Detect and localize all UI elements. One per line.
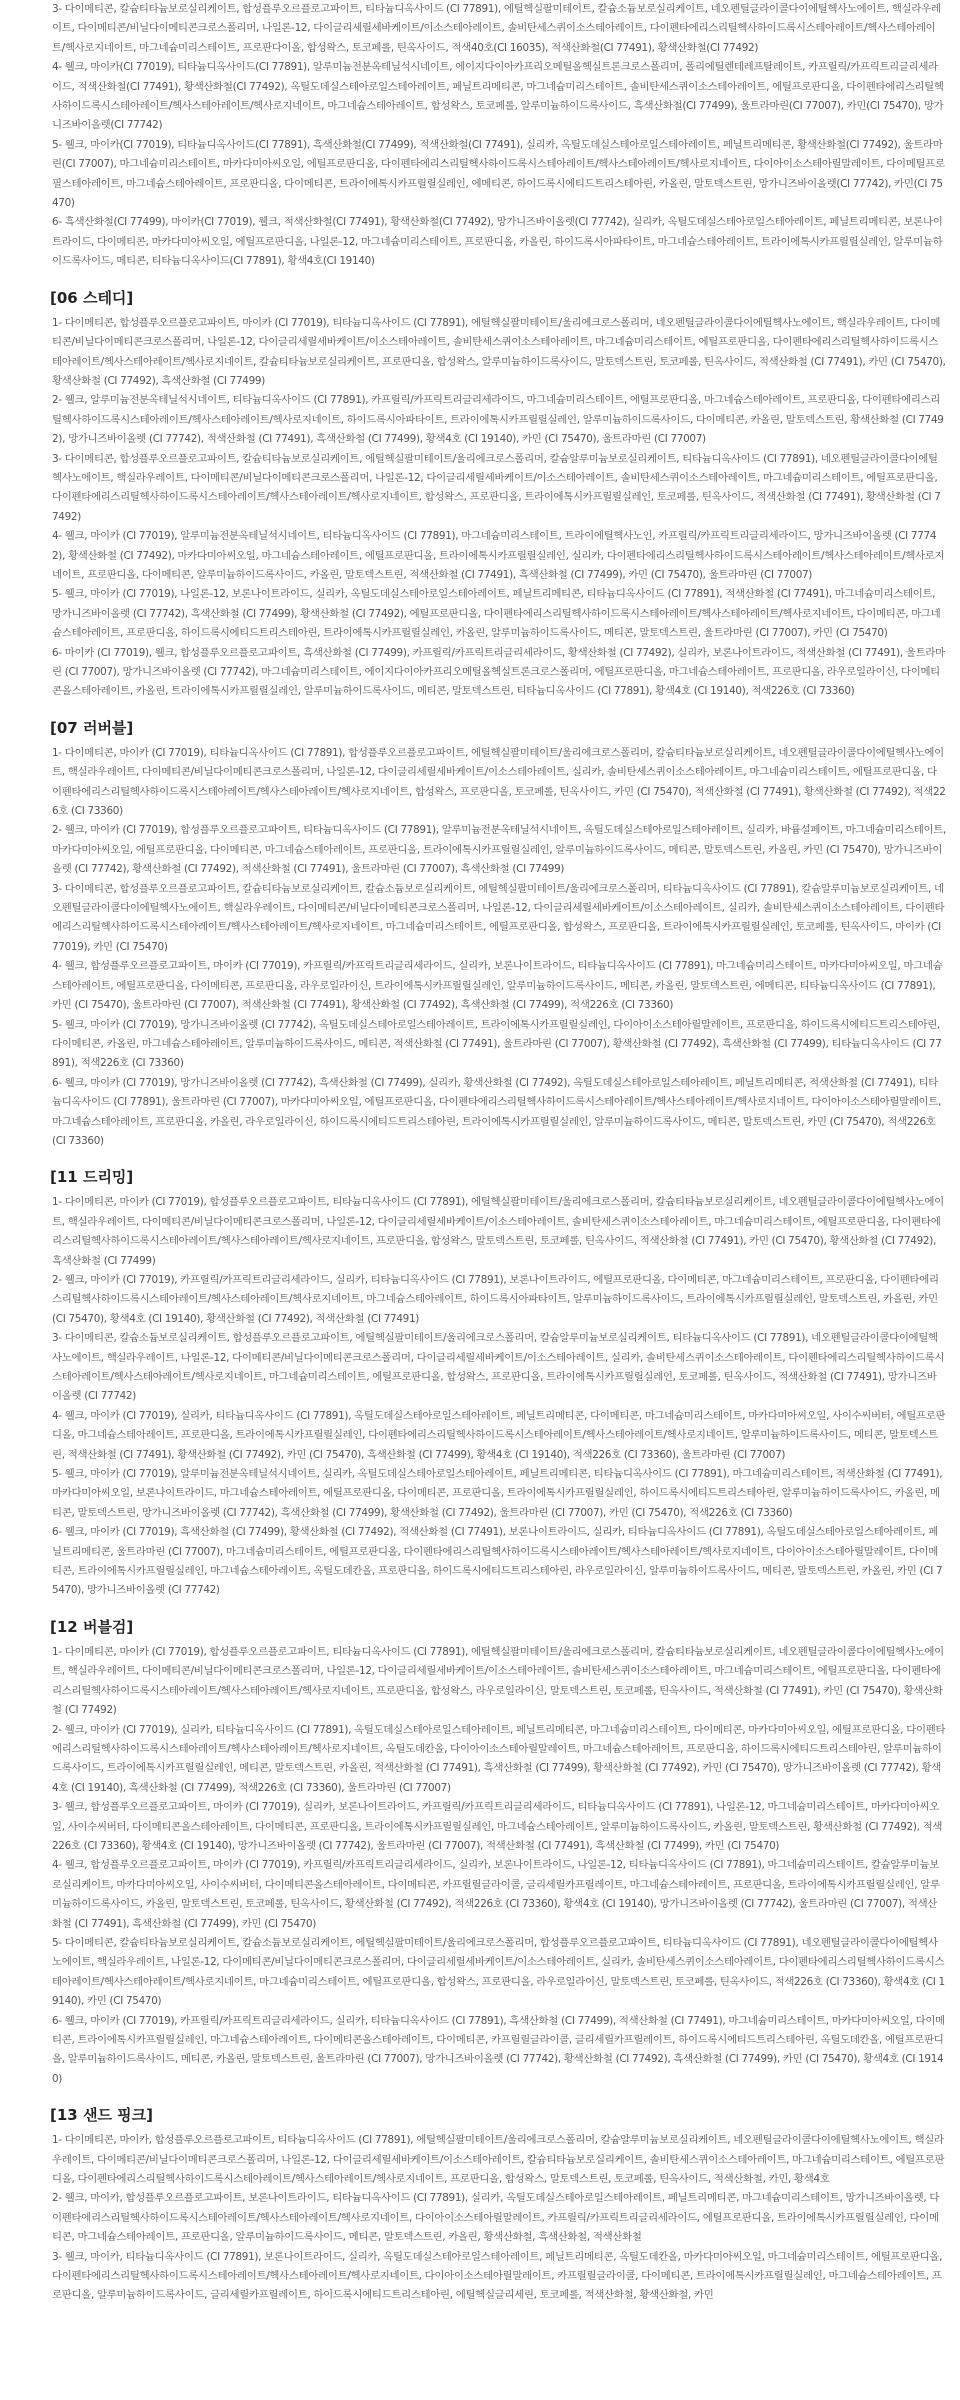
ingredient-list-item: 5- 다이메티콘, 칼슘티타늄보로실리케이트, 칼슘소듐보로실리케이트, 에틸헥실팔미테이트/울리에크로스폴리머, 합성플루오르플로고파이트, 티타늄디옥사이드 (CI 77891), 네오펜틸글라이콜다이에틸헥사노에이트, 핵실라우레이트, 나일론-12, 다이메티콘/비닐다이메티콘크로스폴리머, 다이글리세릴세바케이트/이소스테아레이트, 실리카, 솔비탄세스퀴이소스테아레이트, 다이펜타에리스리틸헥사하이드록시스테아레이트/헥사스테아레이트/헥사로지네이트, 마그네슘미리스테이트, 에틸프로판디올, 합성왁스, 프로판디올, 라우로일라이신, 말토덱스트린, 토코페롤, 틴옥사이드, 적색226호 (CI 73360), 황색4호 (CI 19140), 카민 (CI 75470) xyxy=(52,1936,945,2008)
ingredient-list-item: 3- 다이메티콘, 칼슘티타늄보로실리케이트, 합성플루오르플로고파이트, 티타늄디옥사이드 (CI 77891), 에틸헥실팔미테이트, 칼슘소듐보로실리케이트, 네오펜틸글라이콜다이에틸헥사노에이트, 핵실라우레이트, 다이메티콘/비닐다이메티콘크로스폴리머, 나일론-12, 다이글리세릴세바케이트/이소스테아레이트, 솔비탄세스퀴이소스테아레이트, 다이펜타에리스리틸헥사하이드록시스테아레이트/헥사스테아레이트/헥사로지네이트, 마그네슘미리스테이트, 프로판다이올, 합성왁스, 토코페롤, 틴옥사이드, 적색40호(CI 16035), 적색산화철(CI 77491), 황색산화철(CI 77492) xyxy=(52,3,941,54)
ingredient-section xyxy=(52,0,946,272)
section-title: [12 버블검] xyxy=(50,1617,134,1636)
ingredient-list-item: 5- 웰크, 마이카 (CI 77019), 망가니즈바이올렛 (CI 77742), 옥틸도데실스테아로일스테아레이트, 트라이에톡시카프릴릴실레인, 다이아이소스테아릴말레이트, 프로판디올, 하이드록시에티드트리스테아린, 다이메티콘, 카올린, 마그네슘스테아레이트, 알루미늄하이드록사이드, 메티콘, 적색산화철 (CI 77491), 울트라마린 (CI 77007), 황색산화철 (CI 77492), 흑색산화철 (CI 77499), 티타늄디옥사이드 (CI 77891), 적색226호 (CI 73360) xyxy=(52,1018,942,1070)
ingredient-list-item: 1- 다이메티콘, 마이카 (CI 77019), 티타늄디옥사이드 (CI 77891), 합성플루오르플로고파이트, 에틸헥실팔미테이트/울리에크로스폴리머, 칼슘티타늄보로실리케이트, 네오펜틸글라이콜다이에틸헥사노에이트, 핵실라우레이트, 다이메티콘/비닐다이메티콘크로스폴리머, 나일론-12, 다이글리세릴세바케이트/이소스테아레이트, 실리카, 솔비탄세스퀴이소스테아레이트, 마그네슘미리스테이트, 에틸프로판디올, 다이펜타에리스리틸헥사하이드록시스테아레이트/헥사스테아레이트/헥사로지네이트, 합성왁스, 프로판디올, 토코페롤, 틴옥사이드, 카민 (CI 75470), 적색산화철 (CI 77491), 황색산화철 (CI 77492), 적색226호 (CI 73360) xyxy=(52,746,946,818)
ingredient-list-item: 4- 웰크, 합성플루오르플로고파이트, 마이카 (CI 77019), 카프릴릭/카프릭트리글리세라이드, 실리카, 보론나이트라이드, 나일론-12, 티타늄디옥사이드 (CI 77891), 마그네슘미리스테이트, 칼슘알루미늄보로실리케이트, 마카다미아씨오일, 사이수씨버터, 다이메티콘올스테아레이트, 다이메티콘, 카프릴릴글라이콜, 글리세릴카프릴레이트, 마그네슘스테아레이트, 프로판디올, 트라이에톡시카프릴릴실레인, 알루미늄하이드록사이드, 카올린, 말토덱스트린, 토코페롤, 틴옥사이드, 황색산화철 (CI 77492), 적색226호 (CI 73360), 황색4호 (CI 19140), 망가니즈바이올렛 (CI 77742), 울트라마린 (CI 77007), 적색산화철 (CI 77491), 흑색산화철 (CI 77499), 카민 (CI 75470) xyxy=(52,1859,940,1930)
ingredient-list-item: 2- 웰크, 마이카 (CI 77019), 카프릴릭/카프릭트리글리세라이드, 실리카, 티타늄디옥사이드 (CI 77891), 보론나이트라이드, 에틸프로판디올, 다이메티콘, 마그네슘미리스테이트, 프로판디올, 다이펜타에리스리틸헥사하이드록시스테아레이트/헥사스테아레이트/헥사로지네이트, 마그네슘스테아레이트, 하이드록시아파타이트, 알루미늄하이드록사이드, 트라이에톡시카프릴릴실레인, 말토덱스트린, 카올린, 카민 (CI 75470), 황색4호 (CI 19140), 황색산화철 (CI 77492), 적색산화철 (CI 77491) xyxy=(52,1273,939,1325)
ingredient-list-item: 3- 다이메티콘, 합성플루오르플로고파이트, 칼슘티타늄보로실리케이트, 칼슘소듐보로실리케이트, 에틸헥실팔미테이트/울리에크로스폴리머, 티타늄디옥사이드 (CI 77891), 칼슘알루미늄보로실리케이트, 네오펜틸글라이콜다이에틸헥사노에이트, 핵실라우레이트, 다이메티콘/비닐다이메티콘크로스폴리머, 나일론-12, 다이글리세릴세바케이트/이소스테아레이트, 실리카, 솔비탄세스퀴이소스테아레이트, 다이펜타에리스리틸헥사하이드록시스테아레이트/헥사스테아레이트/헥사로지네이트, 마그네슘미리스테이트, 에틸프로판디올, 합성왁스, 프로판디올, 트라이에톡시카프릴릴실레인, 토코페롤, 틴옥사이드, 마이카 (CI 77019), 카민 (CI 75470) xyxy=(52,882,945,953)
ingredient-list-item: 1- 다이메티콘, 마이카 (CI 77019), 합성플루오르플로고파이트, 티타늄디옥사이드 (CI 77891), 에틸헥실팔미테이트/울리에크로스폴리머, 칼슘티타늄보로실리케이트, 네오펜틸글라이콜다이에틸헥사노에이트, 핵실라우레이트, 다이메티콘/비닐다이메티콘크로스폴리머, 나일론-12, 다이글리세릴세바케이트/이소스테아레이트, 솔비탄세스퀴이소스테아레이트, 마그네슘미리스테이트, 에틸프로판디올, 다이펜타에리스리틸헥사하이드록시스테아레이트/헥사스테아레이트/헥사로지네이트, 프로판디올, 합성왁스, 말토덱스트린, 토코페롤, 틴옥사이드, 적색산화철 (CI 77491), 카민 (CI 75470), 황색산화철 (CI 77492), 흑색산화철 (CI 77499) xyxy=(52,1196,944,1267)
ingredient-section xyxy=(52,718,946,1152)
ingredient-list-item: 2- 웰크, 마이카, 합성플루오르플로고파이트, 보론나이트라이드, 티타늄디옥사이드 (CI 77891), 실리카, 옥틸도데실스테아로일스테아레이트, 페닐트리메티콘, 마그네슘미리스테이트, 망가니즈바이올렛, 다이펜타에리스리틸헥사하이드록시스테아레이트/헥사스테아레이트/헥사로지네이트, 다이아이소스테아릴말레이트, 카프릴릭/카프릭트리글리세라이드, 에틸프로판디올, 트라이에톡시카프릴릴실레인, 다이메티콘, 마그네슘스테아레이트, 프로판디올, 알루미늄하이드록사이드, 메티콘, 말토덱스트린, 카올린, 황색산화철, 흑색산화철, 적색산화철 xyxy=(52,2192,940,2244)
ingredient-list-item: 2- 웰크, 마이카 (CI 77019), 실리카, 티타늄디옥사이드 (CI 77891), 옥틸도데실스테아로일스테아레이트, 페닐트리메티콘, 마그네슘미리스테이트, 다이메티콘, 마카다미아씨오일, 에틸프로판디올, 다이펜타에리스리틸헥사하이드록시스테아레이트/헥사스테아레이트/헥사로지네이트, 옥틸도데칸올, 다이아이소스테아릴말레이트, 마그네슘스테아레이트, 프로판디올, 하이드록시에티드트리스테아린, 알루미늄하이드록사이드, 트라이에톡시카프릴릴실레인, 메티콘, 말토덱스트린, 카올린, 적색산화철 (CI 77491), 흑색산화철 (CI 77499), 황색산화철 (CI 77492), 카민 (CI 75470), 망가니즈바이올렛 (CI 77742), 황색4호 (CI 19140), 흑색산화철 (CI 77499), 적색226호 (CI 73360), 울트라마린 (CI 77007) xyxy=(52,1723,946,1794)
ingredient-list-item: 1- 다이메티콘, 마이카 (CI 77019), 합성플루오르플로고파이트, 티타늄디옥사이드 (CI 77891), 에틸헥실팔미테이트/울리에크로스폴리머, 칼슘티타늄보로실리케이트, 네오펜틸글라이콜다이에틸헥사노에이트, 핵실라우레이트, 다이메티콘/비닐다이메티콘크로스폴리머, 나일론-12, 다이글리세릴세바케이트/이소스테아레이트, 솔비탄세스퀴이소스테아레이트, 마그네슘미리스테이트, 에틸프로판디올, 다이펜타에리스리틸헥사하이드록시스테아레이트/헥사스테아레이트/헥사로지네이트, 프로판디올, 합성왁스, 라우로일라이신, 말토덱스트린, 토코페롤, 틴옥사이드, 적색산화철 (CI 77491), 카민 (CI 75470), 황색산화철 (CI 77492) xyxy=(52,1645,944,1717)
ingredient-list-item: 6- 흑색산화철(CI 77499), 마이카(CI 77019), 웰크, 적색산화철(CI 77491), 황색산화철(CI 77492), 망가니즈바이올렛(CI 77742), 실리카, 옥틸도데실스테아로일스테아레이트, 페닐트리메티콘, 보론나이트라이드, 다이메티콘, 마카다미아씨오일, 에틸프로판디올, 나일론-12, 마그네슘미리스테이트, 프로판디올, 카올린, 하이드록시아파타이트, 마그네슘스테아레이트, 트라이에톡시카프릴릴실레인, 알루미늄하이드록사이드, 메티콘, 티타늄디옥사이드(CI 77891), 황색4호(CI 19140) xyxy=(52,216,943,268)
ingredient-section xyxy=(52,1167,946,1601)
ingredient-list-item: 5- 웰크, 마이카 (CI 77019), 나일론-12, 보론나이트라이드, 실리카, 옥틸도데실스테아로일스테아레이트, 페닐트리메티콘, 티타늄디옥사이드 (CI 77891), 적색산화철 (CI 77491), 마그네슘미리스테이트, 망가니즈바이올렛 (CI 77742), 흑색산화철 (CI 77499), 황색산화철 (CI 77492), 에틸프로판디올, 다이펜타에리스리틸헥사하이드록시스테아레이트/헥사스테아레이트/헥사로지네이트, 다이메티콘, 마그네슘스테아레이트, 프로판디올, 하이드록시에티드트리스테아린, 트라이에톡시카프릴릴실레인, 카올린, 알루미늄하이드록사이드, 메티콘, 말토덱스트린, 울트라마린 (CI 77007), 카민 (CI 75470) xyxy=(52,588,941,640)
section-title: [11 드리밍] xyxy=(50,1168,134,1187)
ingredient-list-item: 4- 웰크, 합성플루오르플로고파이트, 마이카 (CI 77019), 카프릴릭/카프릭트리글리세라이드, 실리카, 보론나이트라이드, 티타늄디옥사이드 (CI 77891), 마그네슘미리스테이트, 마카다미아씨오일, 마그네슘스테아레이트, 에틸프로판디올, 다이메티콘, 프로판디올, 라우로일라이신, 트라이에톡시카프릴릴실레인, 알루미늄하이드록사이드, 메티콘, 카올린, 말토덱스트린, 에메티콘, 티타늄디옥사이드 (CI 77891), 카민 (CI 75470), 울트라마린 (CI 77007), 적색산화철 (CI 77491), 황색산화철 (CI 77492), 흑색산화철 (CI 77499), 적색226호 (CI 73360) xyxy=(52,960,943,1012)
ingredient-list-item: 3- 웰크, 마이카, 티타늄디옥사이드 (CI 77891), 보론나이트라이드, 실리카, 옥틸도데실스테아로일스테아레이트, 페닐트리메티콘, 옥틸도데칸올, 마카다미아씨오일, 마그네슘미리스테이트, 에틸프로판디올, 다이펜타에리스리틸헥사하이드록시스테아레이트/헥사스테아레이트/헥사로지네이트, 다이아이소스테아릴말레이트, 카프릴릴글라이콜, 다이메티콘, 트라이에톡시카프릴릴실레인, 마그네슘스테아레이트, 프로판디올, 알루미늄하이드록사이드, 글리세릴카프릴레이트, 하이드록시에티드트리스테아린, 에틸헥실글리세린, 토코페롤, 적색산화철, 황색산화철, 카민 xyxy=(52,2250,943,2302)
section-title: [06 스테디] xyxy=(50,288,134,307)
ingredient-section xyxy=(52,288,946,702)
ingredient-list-item: 4- 웰크, 마이카 (CI 77019), 알루미늄전분옥테닐석시네이트, 티타늄디옥사이드 (CI 77891), 마그네슘미리스테이트, 트라이에틸헥사노인, 카프릴릭/카프릭트리글리세라이드, 망가니즈바이올렛 (CI 77742), 황색산화철 (CI 77492), 마카다미아씨오일, 마그네슘스테아레이트, 에틸프로판디올, 트라이에톡시카프릴릴실레인, 실리카, 다이펜타에리스리틸헥사하이드록시스테아레이트/헥사스테아레이트/헥사로지네이트, 프로판디올, 다이메티콘, 알루미늄하이드록사이드, 카올린, 말토덱스트린, 적색산화철 (CI 77491), 흑색산화철 (CI 77499), 카민 (CI 75470), 울트라마린 (CI 77007) xyxy=(52,530,945,581)
ingredient-list-item: 6- 웰크, 마이카 (CI 77019), 망가니즈바이올렛 (CI 77742), 흑색산화철 (CI 77499), 실리카, 황색산화철 (CI 77492), 옥틸도데실스테아로일스테아레이트, 페닐트리메티콘, 적색산화철 (CI 77491), 티타늄디옥사이드 (CI 77891), 울트라마린 (CI 77007), 마카다미아씨오일, 에틸프로판디올, 다이펜타에리스리틸헥사하이드록시스테아레이트/헥사스테아레이트/헥사로지네이트, 다이아이소스테아릴말레이트, 마그네슘스테아레이트, 프로판디올, 카올린, 라우로일라이신, 하이드록시에티드트리스테아린, 트라이에톡시카프릴릴실레인, 알루미늄하이드록사이드, 메티콘, 말토덱스트린, 카민 (CI 75470), 적색226호 (CI 73360) xyxy=(52,1076,942,1147)
ingredient-list-item: 1- 다이메티콘, 마이카, 합성플루오르플로고파이트, 티타늄디옥사이드 (CI 77891), 에틸헥실팔미테이트/울리에크로스폴리머, 칼슘알루미늄보로실리케이트, 네오펜틸글라이콜다이에틸헥사노에이트, 핵실라우레이트, 다이메티콘/비닐다이메티콘크로스폴리머, 나일론-12, 다이글리세릴세바케이트/이소스테아레이트, 칼슘티타늄보로실리케이트, 솔비탄세스퀴이소스테아레이트, 마그네슘미리스테이트, 에틸프로판디올, 다이펜타에리스리틸헥사하이드록시스테아레이트/헥사스테아레이트/헥사로지네이트, 프로판디올, 합성왁스, 말토덱스트린, 토코페롤, 틴옥사이드, 적색산화철, 카민, 황색4호 xyxy=(52,2134,945,2186)
section-title: [07 러버블] xyxy=(50,718,134,737)
ingredient-list-item: 6- 웰크, 마이카 (CI 77019), 흑색산화철 (CI 77499), 황색산화철 (CI 77492), 적색산화철 (CI 77491), 보론나이트라이드, 실리카, 티타늄디옥사이드 (CI 77891), 옥틸도데실스테아로일스테아레이트, 페닐트리메티콘, 울트라마린 (CI 77007), 마그네슘미리스테이트, 에틸프로판디올, 다이펜타에리스리틸헥사하이드록시스테아레이트/헥사스테아레이트/헥사로지네이트, 다이아이소스테아릴말레이트, 다이메티콘, 트라이에톡시카프릴릴실레인, 마그네슘스테아레이트, 옥틸도데칸올, 프로판디올, 하이드록시에티드트리스테아린, 라우로일라이신, 알루미늄하이드록사이드, 메티콘, 말토덱스트린, 카올린, 카민 (CI 75470), 망가니즈바이올렛 (CI 77742) xyxy=(52,1526,943,1597)
ingredient-section xyxy=(52,2105,946,2306)
ingredient-section xyxy=(52,1617,946,2089)
ingredient-list-item: 3- 다이메티콘, 합성플루오르플로고파이트, 칼슘티타늄보로실리케이트, 에틸헥실팔미테이트/울리에크로스폴리머, 칼슘알루미늄보로실리케이트, 티타늄디옥사이드 (CI 77891), 네오펜틸글라이콜다이에틸헥사노에이트, 핵실라우레이트, 다이메티콘/비닐다이메티콘크로스폴리머, 나일론-12, 다이글리세릴세바케이트/이소스테아레이트, 솔비탄세스퀴이소스테아레이트, 마그네슘미리스테이트, 에틸프로판디올, 다이펜타에리스리틸헥사하이드록시스테아레이트/헥사스테아레이트/헥사로지네이트, 합성왁스, 프로판디올, 트라이에톡시카프릴릴실레인, 토코페롤, 틴옥사이드, 적색산화철 (CI 77491), 황색산화철 (CI 77492) xyxy=(52,452,941,523)
ingredient-list-item: 3- 다이메티콘, 칼슘소듐보로실리케이트, 합성플루오르플로고파이트, 에틸헥실팔미테이트/울리에크로스폴리머, 칼슘알루미늄보로실리케이트, 티타늄디옥사이드 (CI 77891), 네오펜틸글라이콜다이에틸헥사노에이트, 핵실라우레이트, 나일론-12, 다이메티콘/비닐다이메티콘크로스폴리머, 다이글리세릴세바케이트/이소스테아레이트, 실리카, 솔비탄세스퀴이소스테아레이트, 다이펜타에리스리틸헥사하이드록시스테아레이트/헥사스테아레이트/헥사로지네이트, 마그네슘미리스테이트, 에틸프로판디올, 합성왁스, 프로판디올, 트라이에톡시카프릴릴실레인, 토코페롤, 틴옥사이드, 적색산화철 (CI 77491), 망가니즈바이올렛 (CI 77742) xyxy=(52,1332,945,1403)
ingredient-list-item: 2- 웰크, 알루미늄전분옥테닐석시네이트, 티타늄디옥사이드 (CI 77891), 카프릴릭/카프릭트리글리세라이드, 마그네슘미리스테이트, 에틸프로판디올, 마그네슘스테아레이트, 프로판디올, 다이펜타에리스리틸헥사하이드록시스테아레이트/헥사스테아레이트/헥사로지네이트, 하이드록시아파타이트, 트라이에톡시카프릴릴실레인, 알루미늄하이드록사이드, 다이메티콘, 카올린, 말토덱스트린, 황색산화철 (CI 77492), 망가니즈바이올렛 (CI 77742), 적색산화철 (CI 77491), 흑색산화철 (CI 77499), 황색4호 (CI 19140), 카민 (CI 75470), 울트라마린 (CI 77007) xyxy=(52,394,944,446)
ingredient-list-item: 1- 다이메티콘, 합성플루오르플로고파이트, 마이카 (CI 77019), 티타늄디옥사이드 (CI 77891), 에틸헥실팔미테이트/울리에크로스폴리머, 네오펜틸글라이콜다이에틸헥사노에이트, 핵실라우레이트, 다이메티콘/비닐다이메티콘크로스폴리머, 나일론-12, 다이글리세릴세바케이트/이소스테아레이트, 솔비탄세스퀴이소스테아레이트, 마그네슘미리스테이트, 에틸프로판디올, 다이펜타에리스리틸헥사하이드록시스테아레이트/헥사스테아레이트/헥사로지네이트, 칼슘티타늄보로실리케이트, 프로판디올, 합성왁스, 알루미늄하이드록사이드, 말토덱스트린, 토코페롤, 틴옥사이드, 적색산화철 (CI 77491), 카민 (CI 75470), 황색산화철 (CI 77492), 흑색산화철 (CI 77499) xyxy=(52,316,946,387)
ingredient-list-item: 2- 웰크, 마이카 (CI 77019), 합성플루오르플로고파이트, 티타늄디옥사이드 (CI 77891), 알루미늄전분옥테닐석시네이트, 옥틸도데실스테아로일스테아레이트, 실리카, 바륨설페이트, 마그네슘미리스테이트, 마카다미아씨오일, 에틸프로판디올, 다이메티콘, 마그네슘스테아레이트, 프로판디올, 트라이에톡시카프릴릴실레인, 알루미늄하이드록사이드, 메티콘, 말토덱스트린, 카올린, 카민 (CI 75470), 망가니즈바이올렛 (CI 77742), 황색산화철 (CI 77492), 적색산화철 (CI 77491), 울트라마린 (CI 77007), 흑색산화철 (CI 77499) xyxy=(52,824,946,876)
ingredient-list-item: 5- 웰크, 마이카 (CI 77019), 알루미늄전분옥테닐석시네이트, 실리카, 옥틸도데실스테아로일스테아레이트, 페닐트리메티콘, 티타늄디옥사이드 (CI 77891), 마그네슘미리스테이트, 적색산화철 (CI 77491), 마카다미아씨오일, 보론나이트라이드, 마그네슘스테아레이트, 에틸프로판디올, 다이메티콘, 프로판디올, 트라이에톡시카프릴릴실레인, 하이드록시에티드트리스테아린, 알루미늄하이드록사이드, 카올린, 메티콘, 말토덱스트린, 망가니즈바이올렛 (CI 77742), 흑색산화철 (CI 77499), 황색산화철 (CI 77492), 울트라마린 (CI 77007), 카민 (CI 75470), 적색226호 (CI 73360) xyxy=(52,1468,943,1519)
ingredient-list-item: 6- 웰크, 마이카 (CI 77019), 카프릴릭/카프릭트리글리세라이드, 실리카, 티타늄디옥사이드 (CI 77891), 흑색산화철 (CI 77499), 적색산화철 (CI 77491), 마그네슘미리스테이트, 마카다미아씨오일, 다이메티콘, 트라이에톡시카프릴릴실레인, 마그네슘스테아레이트, 다이메티콘올스테아레이트, 다이메티콘, 카프릴릴글라이콜, 글리세릴카프릴레이트, 하이드록시에티드트리스테아린, 옥틸도데칸올, 에틸프로판디올, 알루미늄하이드록사이드, 메티콘, 카올린, 말토덱스트린, 울트라마린 (CI 77007), 망가니즈바이올렛 (CI 77742), 황색산화철 (CI 77492), 흑색산화철 (CI 77499), 카민 (CI 75470), 황색4호 (CI 19140) xyxy=(52,2014,945,2085)
ingredient-list-item: 6- 마이카 (CI 77019), 웰크, 합성플루오르플로고파이트, 흑색산화철 (CI 77499), 카프릴릭/카프릭트리글리세라이드, 황색산화철 (CI 77492), 실리카, 보론나이트라이드, 적색산화철 (CI 77491), 울트라마린 (CI 77007), 망가니즈바이올렛 (CI 77742), 마그네슘미리스테이트, 에이지다이아카프리오메틸올헥실트론크로스폴리머, 에틸프로판디올, 마그네슘스테아레이트, 프로판디올, 라우로일라이신, 다이메티콘올스테아레이트, 카올린, 트라이에톡시카프릴릴실레인, 알루미늄하이드록사이드, 메티콘, 말토덱스트린, 티타늄디옥사이드 (CI 77891), 황색4호 (CI 19140), 적색226호 (CI 73360) xyxy=(52,646,945,698)
section-title: [13 샌드 핑크] xyxy=(50,2106,153,2125)
ingredient-list-item: 5- 웰크, 마이카(CI 77019), 티타늄디옥사이드(CI 77891), 흑색산화철(CI 77499), 적색산화철(CI 77491), 실리카, 옥틸도데실스테아로일스테아레이트, 페닐트리메티콘, 황색산화철(CI 77492), 울트라마린(CI 77007), 마그네슘미리스테이트, 마카다미아씨오일, 에틸프로판디올, 다이펜타에리스리틸헥사하이드록시스테아레이트/헥사스테아레이트/헥사로지네이트, 다이아이소스테아릴말레이트, 다이메틸프로필스테아레이트, 마그네슘스테아레이트, 프로판디올, 다이메티콘, 트라이에톡시카프릴릴실레인, 에메티콘, 하이드록시에티드트리스테아린, 카올린, 말토덱스트린, 망가니즈바이올렛(CI 77742), 카민(CI 75470) xyxy=(52,138,945,210)
ingredient-list-item: 3- 웰크, 합성플루오르플로고파이트, 마이카 (CI 77019), 실리카, 보론나이트라이드, 카프릴릭/카프릭트리글리세라이드, 티타늄디옥사이드 (CI 77891), 나일론-12, 마그네슘미리스테이트, 마카다미아씨오일, 사이수씨버터, 다이메티콘올스테아레이트, 다이메티콘, 프로판디올, 트라이에톡시카프릴릴실레인, 마그네슘스테아레이트, 알루미늄하이드록사이드, 카올린, 말토덱스트린, 황색산화철 (CI 77492), 적색226호 (CI 73360), 황색4호 (CI 19140), 망가니즈바이올렛 (CI 77742), 울트라마린 (CI 77007), 적색산화철 (CI 77491), 흑색산화철 (CI 77499), 카민 (CI 75470) xyxy=(52,1801,943,1852)
ingredient-list-item: 4- 웰크, 마이카 (CI 77019), 실리카, 티타늄디옥사이드 (CI 77891), 옥틸도데실스테아로일스테아레이트, 페닐트리메티콘, 다이메티콘, 마그네슘미리스테이트, 마카다미아씨오일, 사이수씨버터, 에틸프로판디올, 마그네슘스테아레이트, 프로판디올, 트라이에톡시카프릴릴실레인, 다이펜타에리스리틸헥사하이드록시스테아레이트/헥사스테아레이트/헥사로지네이트, 알루미늄하이드록사이드, 메티콘, 말토덱스트린, 적색산화철 (CI 77491), 황색산화철 (CI 77492), 카민 (CI 75470), 흑색산화철 (CI 77499), 황색4호 (CI 19140), 적색226호 (CI 73360), 울트라마린 (CI 77007) xyxy=(52,1409,946,1461)
ingredient-list-item: 4- 웰크, 마이카(CI 77019), 티타늄디옥사이드(CI 77891), 알루미늄전분옥테닐석시네이트, 에이지다이아카프리오메틸올헥실트론크로스폴리머, 폴리에틸렌테레프탈레이트, 카프릴릭/카프릭트리글리세라이드, 적색산화철(CI 77491), 황색산화철(CI 77492), 옥틸도데실스테아로일스테아레이트, 페닐트리메티콘, 마그네슘미리스테이트, 솔비탄세스퀴이소스테아레이트, 에틸프로판디올, 다이펜타에리스리틸헥사하이드록시스테아레이트/헥사스테아레이트/헥사로지네이트, 마그네슘스테아레이트, 합성왁스, 토코페롤, 알루미늄하이드록사이드, 흑색산화철(CI 77499), 울트라마린(CI 77007), 카민(CI 75470), 망가니즈바이올렛(CI 77742) xyxy=(52,61,944,132)
